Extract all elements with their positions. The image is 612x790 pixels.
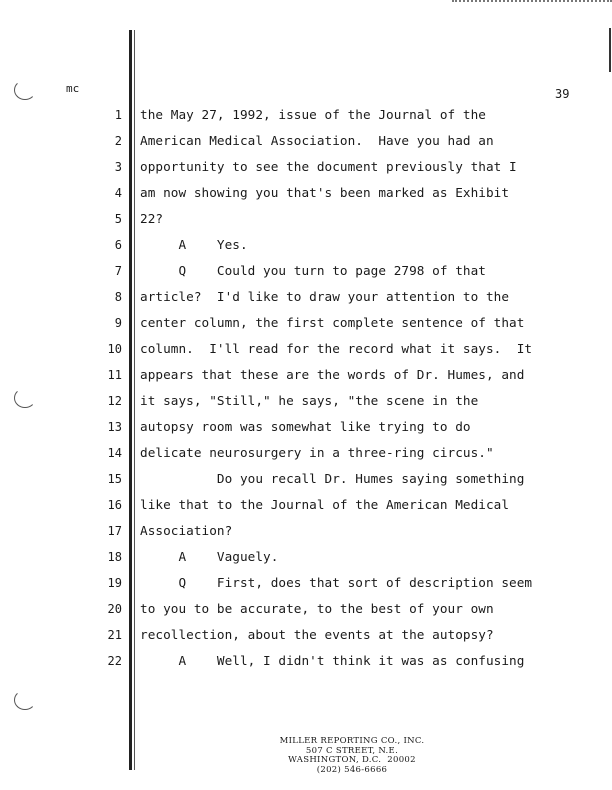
top-edge-rule <box>452 0 612 7</box>
footer-phone: (202) 546-6666 <box>316 764 388 775</box>
line-number: 14 <box>107 446 122 460</box>
line-number: 10 <box>107 342 122 356</box>
line-number: 15 <box>107 472 122 486</box>
transcript-line: Q Could you turn to page 2798 of that <box>140 263 486 278</box>
transcript-line: Do you recall Dr. Humes saying something <box>140 471 525 486</box>
line-number: 5 <box>114 212 122 226</box>
transcript-line: A Yes. <box>140 237 248 252</box>
transcript-line: opportunity to see the document previously that I <box>140 159 517 174</box>
line-number: 7 <box>114 264 122 278</box>
punch-hole-mark <box>14 690 36 710</box>
line-number: 8 <box>114 290 122 304</box>
line-number: 4 <box>114 186 122 200</box>
transcript-line: recollection, about the events at the autopsy? <box>140 627 494 642</box>
line-number: 16 <box>107 498 122 512</box>
line-number: 19 <box>107 576 122 590</box>
transcript-line: American Medical Association. Have you had an <box>140 133 494 148</box>
transcript-line: appears that these are the words of Dr. Humes, and <box>140 367 525 382</box>
line-number: 9 <box>114 316 122 330</box>
line-number: 3 <box>114 160 122 174</box>
punch-hole-mark <box>14 388 36 408</box>
transcript-line: the May 27, 1992, issue of the Journal of the <box>140 107 486 122</box>
line-number: 22 <box>107 654 122 668</box>
transcript-line: 22? <box>140 211 164 226</box>
page-number: 39 <box>555 87 570 101</box>
transcript-line: Association? <box>140 523 233 538</box>
transcript-line: center column, the first complete sentence of that <box>140 315 525 330</box>
line-number: 20 <box>107 602 122 616</box>
transcript-line: A Well, I didn't think it was as confusing <box>140 653 525 668</box>
line-number: 13 <box>107 420 122 434</box>
transcript-line: article? I'd like to draw your attention to the <box>140 289 510 304</box>
transcript-line: A Vaguely. <box>140 549 279 564</box>
right-edge-rule <box>609 28 611 72</box>
footer-street: 507 C STREET, N.E. <box>305 745 399 756</box>
transcript-line: delicate neurosurgery in a three-ring circus." <box>140 445 494 460</box>
footer-city: WASHINGTON, D.C. 20002 <box>288 755 416 765</box>
reporter-initials: mc <box>66 82 80 95</box>
transcript-line: it says, "Still," he says, "the scene in the <box>140 393 479 408</box>
line-number: 1 <box>114 108 122 122</box>
line-number: 6 <box>114 238 122 252</box>
footer-company: MILLER REPORTING CO., INC. <box>279 736 425 746</box>
line-number: 12 <box>107 394 122 408</box>
transcript-line: am now showing you that's been marked as Exhibit <box>140 185 510 200</box>
line-number: 18 <box>107 550 122 564</box>
left-margin-rule-inner <box>134 30 135 770</box>
transcript-line: Q First, does that sort of description seem <box>140 575 533 590</box>
line-number: 21 <box>107 628 122 642</box>
transcript-line: column. I'll read for the record what it says. It <box>140 341 533 356</box>
left-margin-rule <box>129 30 132 770</box>
reporter-footer <box>262 737 442 775</box>
transcript-line: autopsy room was somewhat like trying to do <box>140 419 471 434</box>
transcript-line: to you to be accurate, to the best of your own <box>140 601 494 616</box>
line-number: 2 <box>114 134 122 148</box>
punch-hole-mark <box>14 80 36 100</box>
line-number: 11 <box>107 368 122 382</box>
transcript-line: like that to the Journal of the American Medical <box>140 497 510 512</box>
line-number: 17 <box>107 524 122 538</box>
